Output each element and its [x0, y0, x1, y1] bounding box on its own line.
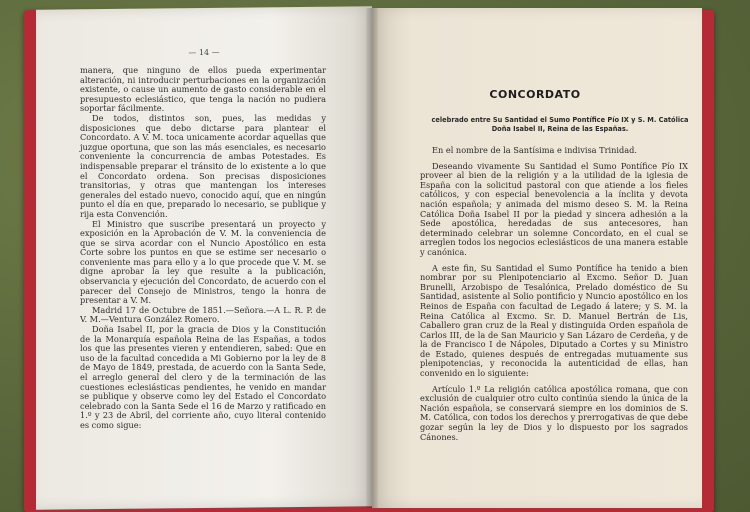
right-paragraph: Artículo 1.º La religión católica apostólica romana, que con exclusión de cualquier otro culto continúa siendo la única de la Nación española, se conservará siempre en los dominios de S. M. Católica, con todos los derechos y prerrogativas de que debe gozar según la ley de Dios y lo dispuesto por los sagrados Cánones.: [420, 383, 688, 442]
left-paragraph: Madrid 17 de Octubre de 1851.—Señora.—A L. R. P. de V. M.—Ventura González Romero.: [80, 304, 326, 325]
book-gutter: [366, 8, 378, 508]
left-paragraph: De todos, distintos son, pues, las medidas y disposiciones que debo dictarse para plantear el Concordato. A V. M. toca unicamente acordar aquellas que juzgue oportuna, que son las más esenciales, es necesario conveniente la concurrencia de ambas Potestades. Es indispensable preparar el tránsito de lo existente a lo que el Concordato ordena. Son precisas disposiciones transitorias, y otras que mantengan los intereses generales del estado nuevo, conocido aquí, que en ningún punto el día en que, preparado lo necesario, se publique y rija esta Convención.: [80, 112, 326, 219]
right-paragraph: En el nombre de la Santísima e indivisa Trinidad.: [432, 145, 637, 155]
left-page-text: [80, 66, 326, 431]
right-paragraph: A este fin, Su Santidad el Sumo Pontífice ha tenido a bien nombrar por su Plenipotenciario al Excmo. Señor D. Juan Brunelli, Arzobispo de Tesalónica, Prelado doméstico de Su Santidad, asistente al Solio pontificio y Nuncio apostólico en los Reinos de España con facultad de Legado á latere; y S. M. la Reina Católica al Excmo. Sr. D. Manuel Bertrán de Lis, Caballero gran cruz de la Real y distinguida Orden española de Carlos III, de la de San Mauricio y San Lázaro de Cerdeña, y de la de Francisco I de Nápoles, Diputado a Cortes y su Ministro de Estado, quienes después de entregadas mutuamente sus plenipotencias, y reconocida la autenticidad de ellas, han convenido en lo siguiente:: [420, 262, 688, 379]
left-paragraph: manera, que ninguno de ellos pueda experimentar alteración, ni introducir perturbaciones en la organización existente, o cause un aumento de gasto considerable en el presupuesto eclesiástico, que tenga la nación no pudiera soportar fácilmente.: [80, 65, 326, 114]
right-paragraph: Deseando vivamente Su Santidad el Sumo Pontífice Pío IX proveer al bien de la religión y a la utilidad de la iglesia de España con la solicitud pastoral con que atiende a los fieles católicos, y con especial benevolencia a la ínclita y devota nación española; y animada del mismo deseo S. M. la Reina Católica Doña Isabel II por la piedad y sincera adhesión a la Sede apostólica, heredadas de sus antecesores, han determinado celebrar un solemne Concordato, en el cual se arreglen todos los negocios eclesiásticos de una manera estable y canónica.: [420, 160, 688, 257]
page-number: — 14 —: [188, 47, 220, 58]
page-title: CONCORDATO: [489, 88, 581, 101]
left-paragraph: El Ministro que suscribe presentará un proyecto y exposición en la Aprobación de V. M. la conveniencia de que se sirva acordar con el Nuncio Apostólico en esta Corte sobre los puntos en que se estime ser necesario o conveniente mas para ello y a lo que procede que V. M. se digne aprobar la ley que resulte a la publicación, observancia y ejecución del Concordato, de acuerdo con el parecer del Consejo de Ministros, tengo la honra de presentar a V. M.: [80, 218, 326, 306]
left-paragraph: Doña Isabel II, por la gracia de Dios y la Constitución de la Monarquía española Reina de las Españas, a todos los que las presentes vieren y entendieren, sabed: Que en uso de la facultad concedida a Mi Gobierno por la ley de 8 de Mayo de 1849, prestada, de acuerdo con la Santa Sede, el arreglo general del clero y de la terminación de las cuestiones eclesiásticas pendientes, he venido en mandar se publique y observe como ley del Estado el Concordato celebrado con la Santa Sede el 16 de Marzo y ratificado en 1.º y 23 de Abril, del corriente año, cuyo literal contenido es como sigue:: [80, 324, 326, 430]
page-subtitle: celebrado entre Su Santidad el Sumo Pontífice Pío IX y S. M. Católica Doña Isabel II, Reina de las Españas.: [431, 116, 689, 133]
right-page-text: [420, 146, 688, 448]
